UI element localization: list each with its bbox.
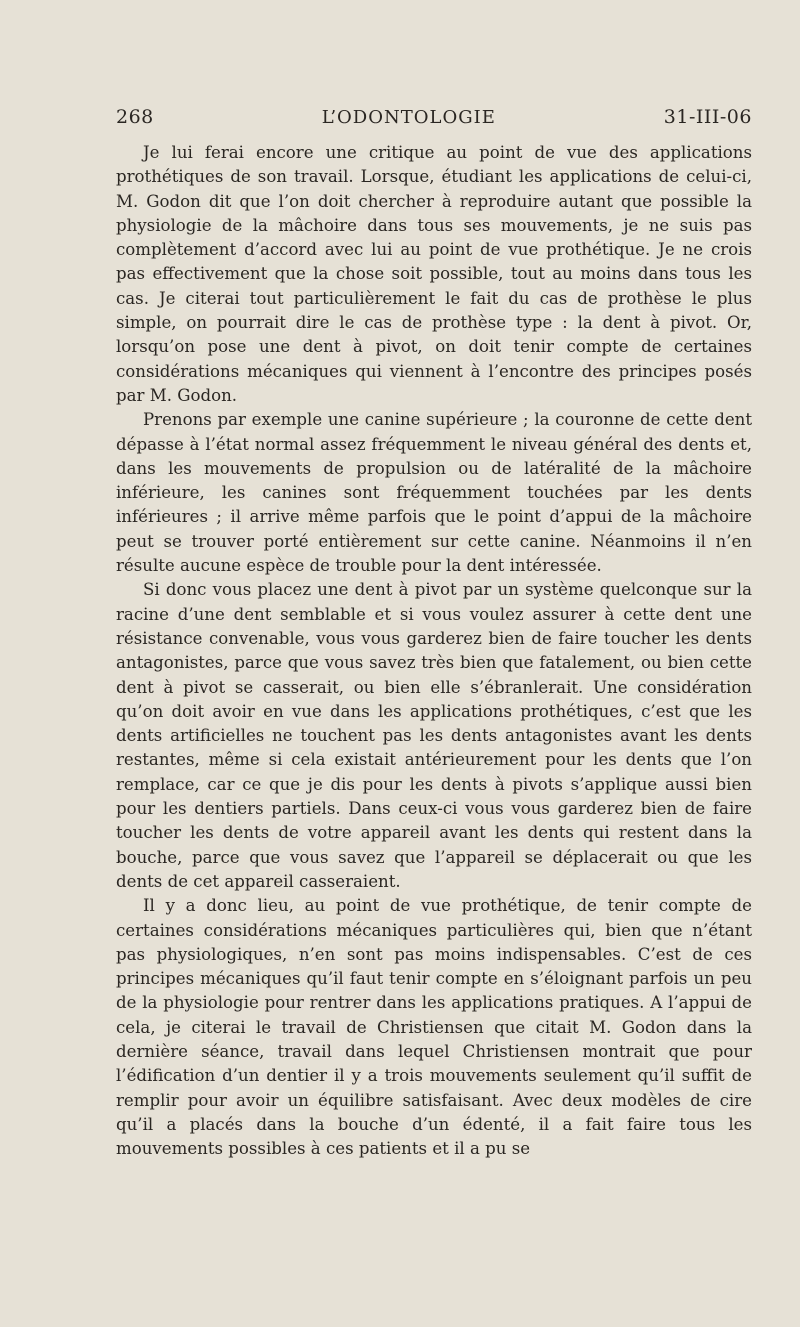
paragraph-4: Il y a donc lieu, au point de vue prothétique, de tenir compte de certaines considérations mécaniques particulières qui, bien que n’étant pas physiologiques, n’en sont pas moins indispensables. C’est de ces principes mécaniques qu’il faut tenir compte en s’éloignant parfois un peu de la physiologie pour rentrer dans les applications pratiques. A l’appui de cela, je citerai le travail de Christiensen que citait M. Godon dans la dernière séance, travail dans lequel Christiensen montrait que pour l’édification d’un dentier il y a trois mouvements seulement qu’il suffit de remplir pour avoir un équilibre satisfaisant. Avec deux modèles de cire qu’il a placés dans la bouche d’un édenté, il a fait faire tous les mouvements possibles à ces patients et il a pu se <box>116 896 752 1159</box>
issue-date: 31-III-06 <box>663 106 752 128</box>
running-header <box>116 106 752 138</box>
page-number: 268 <box>116 106 154 128</box>
paragraph-2: Prenons par exemple une canine supérieure ; la couronne de cette dent dépasse à l’état normal assez fréquemment le niveau général des dents et, dans les mouvements de propulsion ou de latéralité de la mâchoire inférieure, les canines sont fréquemment touchées par les dents inférieures ; il arrive même parfois que le point d’appui de la mâchoire peut se trouver porté entièrement sur cette canine. Néanmoins il n’en résulte aucune espèce de trouble pour la dent intéressée. <box>116 410 752 576</box>
paragraph-3: Si donc vous placez une dent à pivot par un système quelconque sur la racine d’une dent semblable et si vous voulez assurer à cette dent une résistance convenable, vous vous garderez bien de faire toucher les dents antagonistes, parce que vous savez très bien que fatalement, ou bien cette dent à pivot se casserait, ou bien elle s’ébranlerait. Une considération qu’on doit avoir en vue dans les applications prothétiques, c’est que les dents artificielles ne touchent pas les dents antagonistes avant les dents restantes, même si cela existait antérieurement pour les dents que l’on remplace, car ce que je dis pour les dents à pivots s’applique aussi bien pour les dentiers partiels. Dans ceux-ci vous vous garderez bien de faire toucher les dents de votre appareil avant les dents qui restent dans la bouche, parce que vous savez que l’appareil se déplacerait ou que les dents de cet appareil casseraient. <box>116 580 752 891</box>
paragraph-1: Je lui ferai encore une critique au point de vue des applications prothétiques de son travail. Lorsque, étudiant les applications de celui-ci, M. Godon dit que l’on doit chercher à reproduire autant que possible la physiologie de la mâchoire dans tous ses mouvements, je ne suis pas complètement d’accord avec lui au point de vue prothétique. Je ne crois pas effectivement que la chose soit possible, tout au moins dans tous les cas. Je citerai tout particulièrement le fait du cas de prothèse le plus simple, on pourrait dire le cas de prothèse type : la dent à pivot. Or, lorsqu’on pose une dent à pivot, on doit tenir compte de certaines considérations mécaniques qui viennent à l’encontre des principes posés par M. Godon. <box>116 143 752 405</box>
journal-title: L’ODONTOLOGIE <box>321 107 496 128</box>
article-body <box>116 141 752 1161</box>
